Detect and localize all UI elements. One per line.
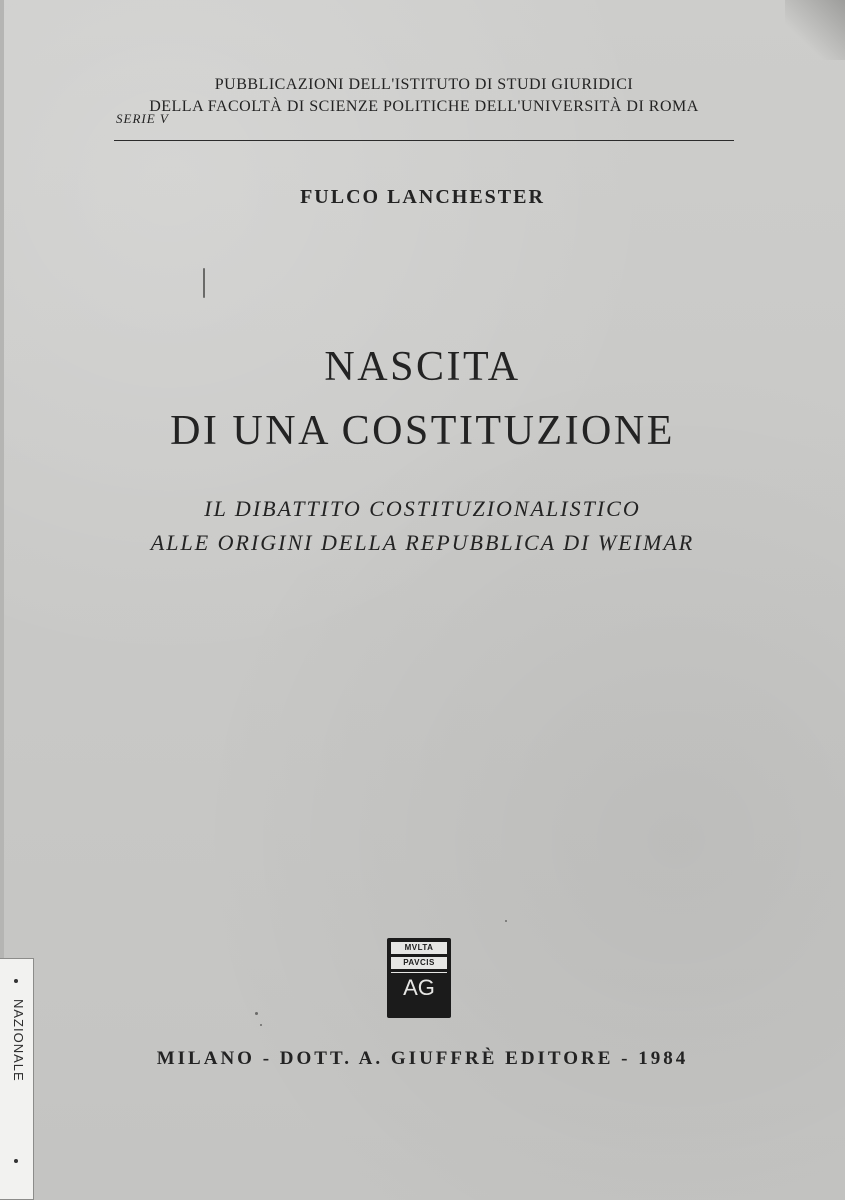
series-header-line-2: DELLA FACOLTÀ DI SCIENZE POLITICHE DELL'UNIVERSITÀ DI ROMA	[149, 98, 699, 115]
publisher-logo	[387, 938, 451, 1018]
logo-monogram: AG	[391, 972, 447, 1003]
book-title-line-2: DI UNA COSTITUZIONE	[170, 408, 675, 454]
corner-shadow	[785, 0, 845, 60]
paper-speck	[505, 920, 507, 922]
book-title-line-1: NASCITA	[324, 344, 521, 390]
library-label	[0, 958, 34, 1200]
book-subtitle-line-1: IL DIBATTITO COSTITUZIONALISTICO	[204, 496, 641, 521]
paper-speck	[255, 1012, 258, 1015]
header-divider	[114, 140, 734, 141]
publisher-imprint: MILANO - DOTT. A. GIUFFRÈ EDITORE - 1984	[156, 1048, 689, 1069]
library-label-text: NAZIONALE	[11, 999, 26, 1082]
author-name: FULCO LANCHESTER	[300, 186, 545, 208]
series-number: SERIE V	[116, 111, 169, 126]
publisher-series-header	[114, 74, 734, 118]
series-header-line-1: PUBBLICAZIONI DELL'ISTITUTO DI STUDI GIURIDICI	[214, 76, 634, 93]
label-dot-top	[14, 979, 18, 983]
paper-speck	[260, 1024, 262, 1026]
book-subtitle-line-2: ALLE ORIGINI DELLA REPUBBLICA DI WEIMAR	[150, 530, 695, 555]
logo-word-paucis: PAVCIS	[391, 957, 447, 969]
paper-mark	[203, 268, 205, 298]
label-dot-bottom	[14, 1159, 18, 1163]
logo-word-multa: MVLTA	[391, 942, 447, 954]
